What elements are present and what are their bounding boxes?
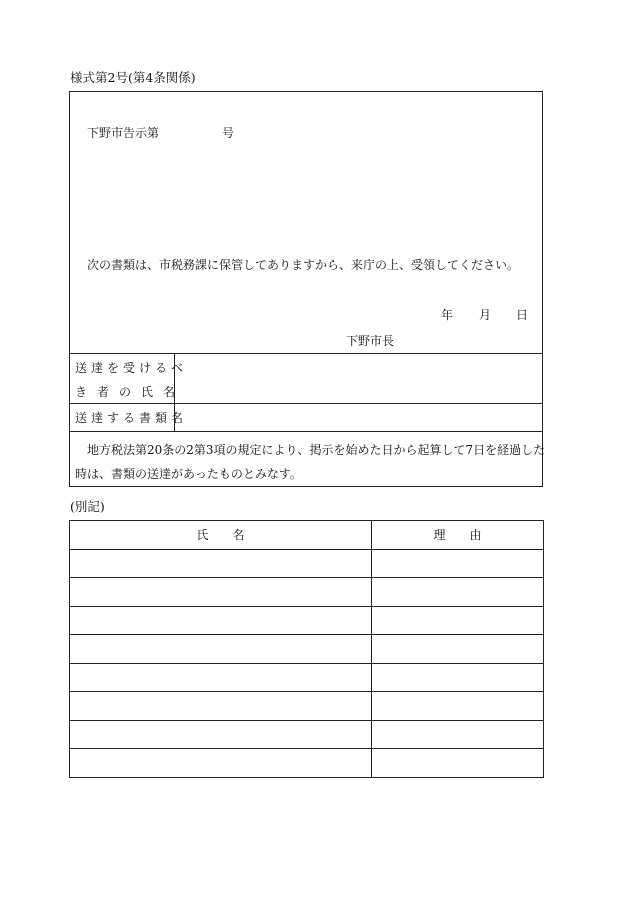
name-cell[interactable] [70, 549, 372, 578]
table-row [70, 692, 544, 721]
name-cell[interactable] [70, 635, 372, 664]
header-reason: 理 由 [372, 521, 544, 550]
divider [70, 403, 542, 404]
table-row [70, 720, 544, 749]
recipient-label-line1: 送達を受けるべ [75, 361, 188, 375]
date-year: 年 [441, 308, 454, 322]
table-row [70, 578, 544, 607]
reason-cell[interactable] [372, 635, 544, 664]
table-row [70, 749, 544, 778]
date-day: 日 [516, 308, 529, 322]
notice-body: 次の書類は、市税務課に保管してありますから、来庁の上、受領してください。 [87, 258, 520, 272]
footnote-line2: 時は、書類の送達があったものとみなす。 [75, 467, 302, 481]
recipient-label-line2: き者の氏名 [75, 385, 186, 399]
divider [70, 353, 542, 354]
table-header-row [70, 521, 544, 550]
divider [70, 431, 542, 432]
reason-cell[interactable] [372, 578, 544, 607]
name-cell[interactable] [70, 692, 372, 721]
reason-cell[interactable] [372, 692, 544, 721]
appendix-title: (別記) [70, 499, 105, 514]
name-cell[interactable] [70, 720, 372, 749]
reason-cell[interactable] [372, 606, 544, 635]
signer: 下野市長 [346, 334, 395, 348]
table-row [70, 663, 544, 692]
name-cell[interactable] [70, 606, 372, 635]
table-row [70, 549, 544, 578]
table-row [70, 606, 544, 635]
name-cell[interactable] [70, 749, 372, 778]
reason-cell[interactable] [372, 663, 544, 692]
reason-cell[interactable] [372, 549, 544, 578]
table-row [70, 635, 544, 664]
notice-box [69, 91, 546, 487]
appendix-table [69, 520, 544, 778]
notice-number-suffix: 号 [222, 126, 235, 140]
reason-cell[interactable] [372, 720, 544, 749]
form-title: 様式第2号(第4条関係) [70, 70, 196, 85]
footnote-line1: 地方税法第20条の2第3項の規定により、掲示を始めた日から起算して7日を経過した [87, 443, 546, 457]
reason-cell[interactable] [372, 749, 544, 778]
name-cell[interactable] [70, 578, 372, 607]
document-label: 送達する書類名 [75, 411, 188, 425]
date-month: 月 [479, 308, 492, 322]
name-cell[interactable] [70, 663, 372, 692]
notice-number-prefix: 下野市告示第 [87, 126, 160, 140]
header-name: 氏 名 [70, 521, 372, 550]
